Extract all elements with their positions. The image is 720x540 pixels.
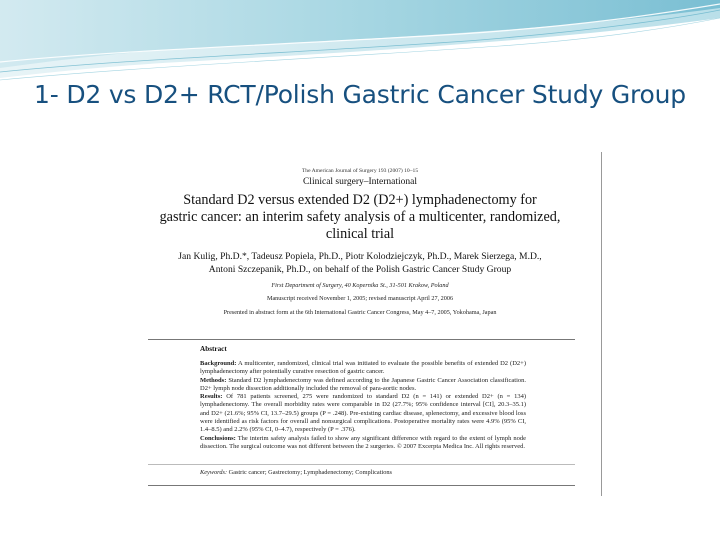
author-line: Jan Kulig, Ph.D.*, Tadeusz Popiela, Ph.D., Piotr Kolodziejczyk, Ph.D., Marek Sierzega, M.D., — [178, 251, 542, 262]
results-label: Results: — [200, 393, 223, 401]
article-excerpt-image — [118, 152, 602, 496]
article-title-line: clinical trial — [325, 226, 395, 242]
keywords — [200, 469, 392, 476]
page-edge-rule — [601, 152, 602, 496]
background-text: A multicenter, randomized, clinical trial was initiated to evaluate the possible benefits of extended D2 (D2+) lymphadenectomy after potentially curative resection of gastric cancer. — [200, 360, 526, 376]
article-title-line: gastric cancer: an interim safety analysis of a multicenter, randomized, — [159, 209, 561, 225]
affiliation: First Department of Surgery, 40 Kopernika St., 31-501 Krakow, Poland — [271, 282, 449, 289]
background-label: Background: — [200, 360, 237, 367]
results-text: Of 781 patients screened, 275 were randomized to standard D2 (n = 141) or extended D2+ (n = 134) lymphadenectomy. The overall morbidity rates were comparable in D2 (27.7%; 95% confidence interval [CI], 20.3–35.1) and D2+ (21.6%; 95% CI, 13.7–29.5) groups (P = .248). Pre-existing cardiac disease, splenectomy, and excessive blood loss were identified as risk factors for overall and nonsurgical complications. Postoperative mortality rates were 4.9% (95% CI, 1.4–8.5) and 2.2% (95% CI, 0–4.7), respectively (P = .376). — [200, 393, 527, 434]
journal-citation: The American Journal of Surgery 193 (2007) 10–15 — [301, 168, 419, 174]
decorative-header-waves — [0, 0, 720, 90]
slide-title: 1- D2 vs D2+ RCT/Polish Gastric Cancer Study Group — [34, 80, 686, 109]
author-list — [148, 251, 572, 276]
keywords-rule — [148, 464, 575, 465]
author-line: Antoni Szczepanik, Ph.D., on behalf of the Polish Gastric Cancer Study Group — [208, 263, 512, 275]
abstract-conclusions — [200, 435, 526, 452]
abstract-bottom-rule — [148, 485, 575, 486]
article-title — [138, 192, 582, 243]
abstract-results — [200, 393, 526, 434]
abstract-body — [200, 360, 526, 451]
methods-text: Standard D2 lymphadenectomy was defined according to the Japanese Gastric Cancer Association classification. D2+ lymph node dissection additionally included the removal of para-aortic nodes. — [200, 376, 527, 392]
abstract-background — [200, 360, 526, 377]
conclusions-label: Conclusions: — [200, 434, 236, 442]
abstract-top-rule — [148, 339, 575, 340]
article-title-line: Standard D2 versus extended D2 (D2+) lymphadenectomy for — [183, 192, 537, 208]
methods-label: Methods: — [200, 376, 227, 384]
manuscript-dates: Manuscript received November 1, 2005; revised manuscript April 27, 2006 — [266, 295, 454, 302]
keywords-label: Keywords: — [200, 469, 228, 476]
abstract-heading: Abstract — [200, 345, 227, 353]
abstract-methods — [200, 377, 526, 394]
conclusions-text: The interim safety analysis failed to show any significant difference with regard to the extent of lymph node dissection. The surgical outcome was not different between the 2 surgeries. © 2007 Excerpta Medica Inc. All rights reserved. — [200, 434, 526, 450]
journal-section: Clinical surgery–International — [302, 177, 418, 187]
presentation-note: Presented in abstract form at the 6th International Gastric Cancer Congress, May 4–7, 2005, Yokohama, Japan — [223, 309, 497, 316]
keywords-text: Gastric cancer; Gastrectomy; Lymphadenectomy; Complications — [228, 469, 392, 476]
